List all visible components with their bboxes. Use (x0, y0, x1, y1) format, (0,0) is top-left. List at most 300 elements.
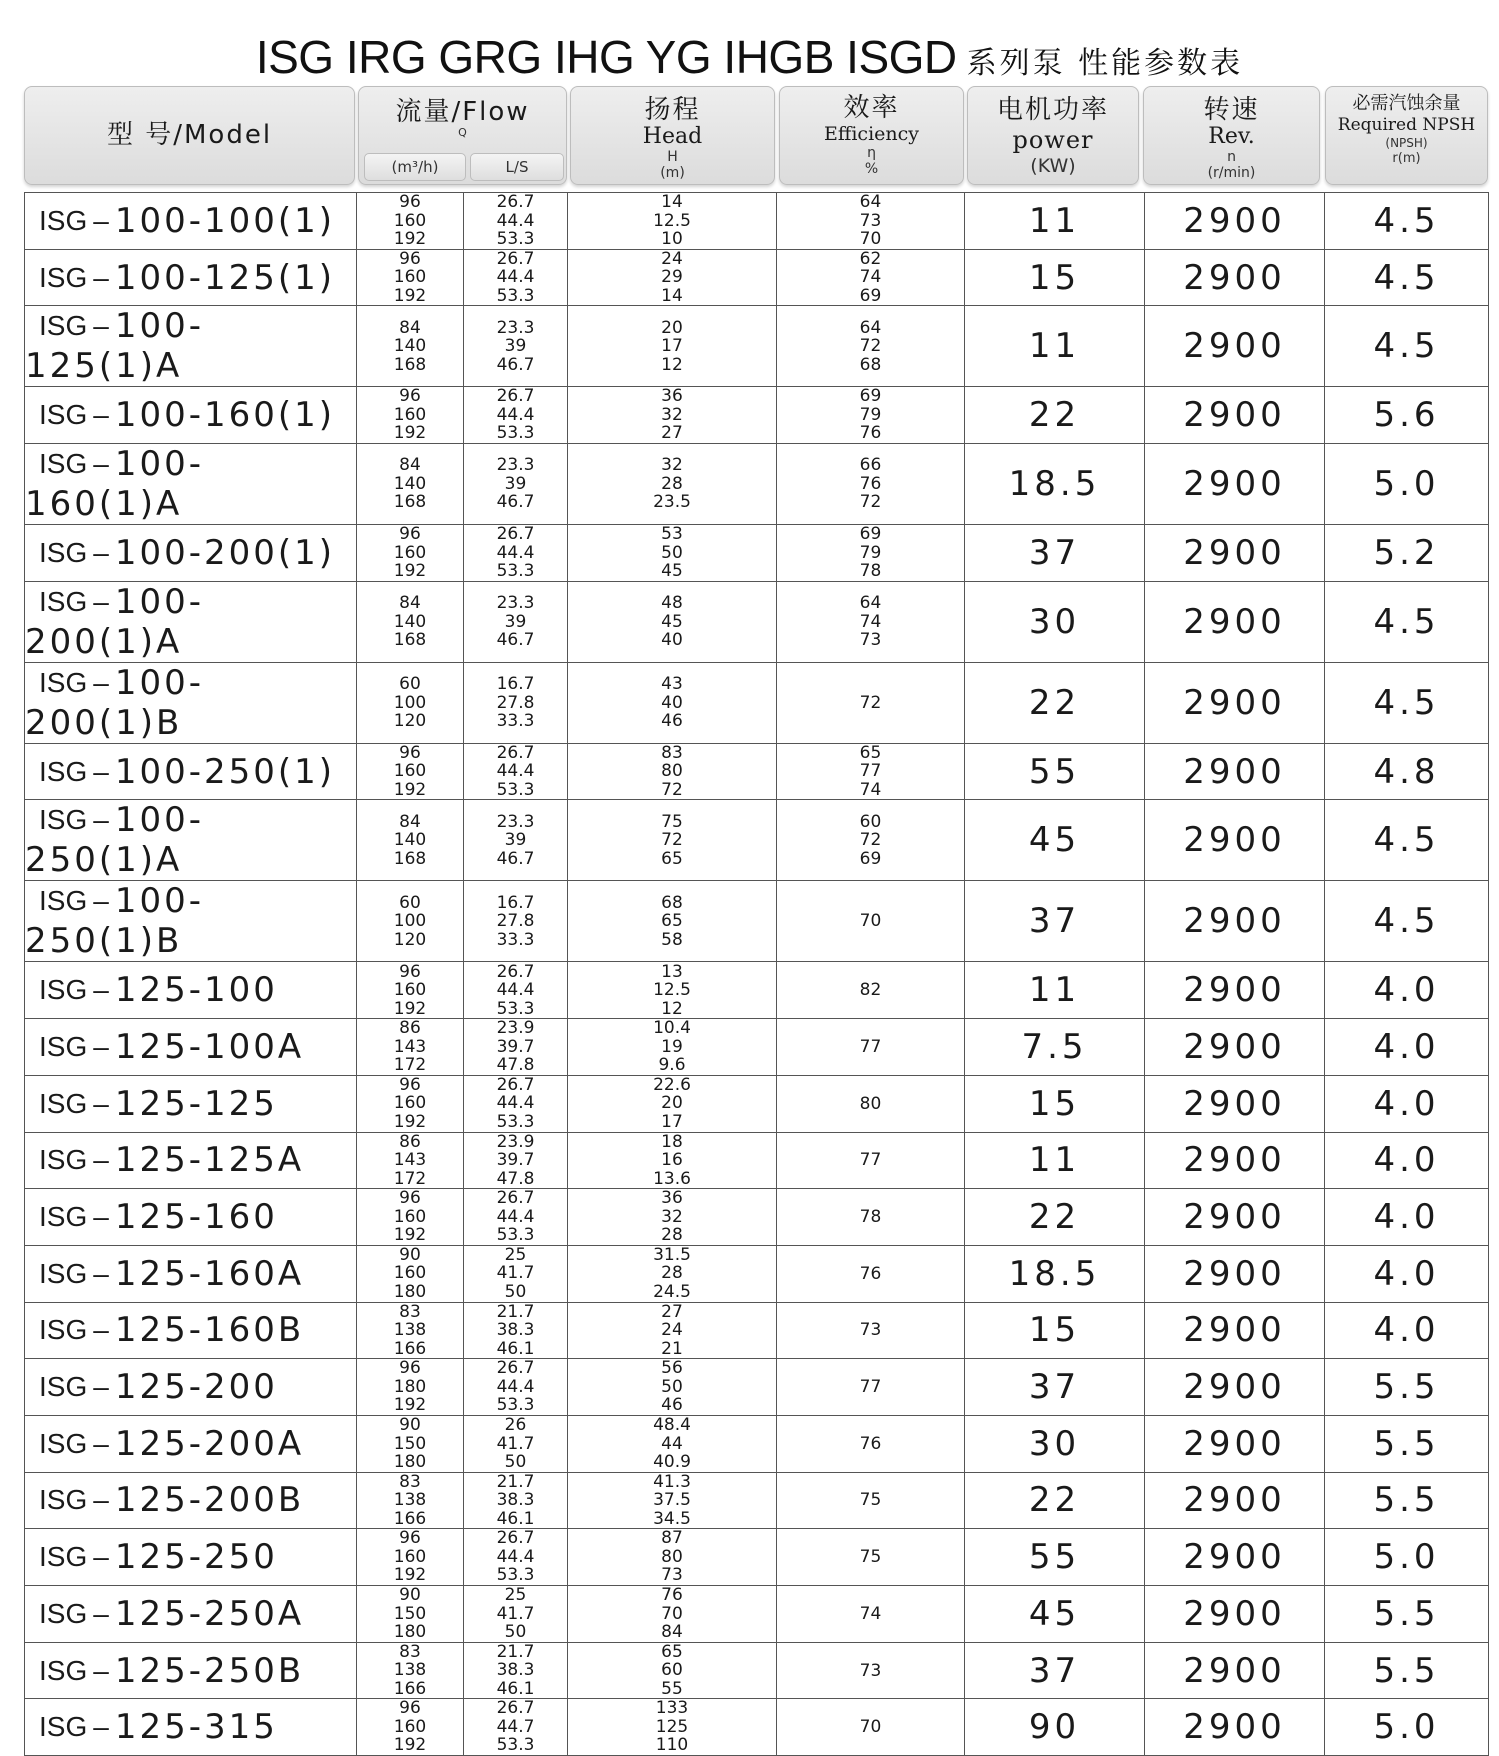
rev-cell (1145, 1132, 1325, 1189)
flow-ls-value: 39 (504, 830, 527, 851)
flow-ls-value: 46.7 (496, 492, 535, 513)
head-stack (568, 193, 776, 249)
head-cell (568, 1019, 777, 1076)
power-cell (965, 525, 1145, 582)
model-number: 125-250A (114, 1593, 305, 1634)
flow-m3h-cell (357, 1359, 464, 1416)
flow-m3h-value: 150 (393, 1603, 427, 1624)
model-dash: – (93, 1541, 109, 1573)
flow-ls-value: 26.7 (496, 192, 535, 213)
model-cell (25, 1529, 357, 1586)
head-value: 133 (655, 1698, 689, 1719)
model-dash: – (93, 1314, 109, 1346)
npsh-cell (1325, 662, 1489, 743)
rev-value: 2900 (1183, 820, 1286, 861)
flow-m3h-value: 166 (393, 1338, 427, 1359)
model-prefix: ISG (39, 755, 88, 787)
head-stack (568, 963, 776, 1019)
efficiency-value: 64 (859, 192, 882, 213)
efficiency-stack (777, 250, 964, 306)
flow-ls-stack (464, 744, 567, 800)
head-value: 36 (661, 1188, 683, 1209)
flow-ls-value: 26.7 (496, 386, 535, 407)
head-value: 80 (661, 1546, 683, 1567)
efficiency-stack (777, 193, 964, 249)
header-head-en: Head (642, 124, 703, 149)
head-value: 17 (661, 336, 683, 357)
npsh-value: 4.5 (1373, 820, 1440, 861)
table-row (25, 1699, 1489, 1756)
flow-m3h-value: 160 (393, 1716, 427, 1737)
efficiency-value: 74 (859, 611, 882, 632)
flow-m3h-value: 86 (399, 1018, 421, 1039)
npsh-value: 4.0 (1373, 1253, 1440, 1294)
power-value: 37 (1028, 1367, 1081, 1408)
header-head (570, 86, 775, 185)
head-value: 46 (661, 711, 683, 731)
efficiency-stack (777, 456, 964, 512)
model-dash: – (93, 585, 109, 617)
power-cell (965, 581, 1145, 662)
head-stack (568, 594, 776, 650)
efficiency-value: 76 (859, 1263, 882, 1284)
head-value: 50 (661, 1376, 683, 1397)
flow-ls-cell (464, 1699, 568, 1756)
head-stack (568, 319, 776, 375)
table-row (25, 962, 1489, 1019)
flow-ls-value: 39.7 (496, 1036, 535, 1057)
model-cell (25, 1075, 357, 1132)
head-value: 28 (661, 473, 683, 494)
efficiency-stack (777, 594, 964, 650)
model-number: 100-160(1)A (25, 444, 204, 525)
rev-value: 2900 (1183, 751, 1286, 792)
flow-m3h-value: 160 (393, 761, 427, 782)
flow-m3h-value: 138 (393, 1320, 427, 1341)
flow-m3h-value: 96 (399, 1528, 421, 1549)
flow-m3h-value: 160 (393, 1263, 427, 1284)
head-value: 10.4 (653, 1018, 691, 1039)
flow-ls-value: 50 (504, 1622, 527, 1643)
head-stack (568, 1019, 776, 1075)
model-number: 125-125 (114, 1083, 278, 1124)
header-rev-zh: 转速 (1203, 95, 1260, 125)
head-value: 12.5 (653, 980, 691, 1001)
model-number: 100-250(1)A (25, 800, 204, 881)
flow-ls-value: 47.8 (496, 1168, 535, 1189)
flow-m3h-value: 90 (399, 1415, 421, 1436)
efficiency-value: 76 (859, 423, 882, 444)
flow-m3h-value: 192 (393, 779, 427, 800)
power-cell (965, 1642, 1145, 1699)
npsh-value: 5.5 (1373, 1423, 1440, 1464)
power-value: 90 (1028, 1707, 1081, 1748)
rev-value: 2900 (1183, 257, 1286, 298)
flow-ls-stack (464, 319, 567, 375)
head-value: 55 (661, 1678, 683, 1699)
header-power-en: power (1012, 126, 1094, 154)
efficiency-value: 70 (859, 229, 882, 250)
model-dash: – (93, 1144, 109, 1176)
header-flow-q: Q (458, 126, 467, 139)
power-cell (965, 1586, 1145, 1643)
power-value: 11 (1028, 326, 1081, 367)
model-cell (25, 249, 357, 306)
flow-ls-stack (464, 813, 567, 869)
head-cell (568, 1132, 777, 1189)
flow-m3h-cell (357, 1302, 464, 1359)
npsh-value: 5.5 (1373, 1593, 1440, 1634)
npsh-cell (1325, 1415, 1489, 1472)
model-prefix: ISG (39, 1541, 88, 1573)
rev-cell (1145, 306, 1325, 387)
flow-ls-cell (464, 1415, 568, 1472)
model-dash: – (93, 261, 109, 293)
efficiency-cell (777, 306, 965, 387)
flow-ls-value: 23.9 (496, 1018, 535, 1039)
table-body (25, 193, 1489, 1756)
head-stack (568, 1133, 776, 1189)
power-value: 15 (1028, 257, 1081, 298)
flow-m3h-cell (357, 1529, 464, 1586)
flow-ls-cell (464, 1359, 568, 1416)
table-row (25, 193, 1489, 250)
efficiency-value: 62 (859, 249, 882, 269)
model-prefix: ISG (39, 1144, 88, 1176)
model-prefix: ISG (39, 885, 88, 917)
flow-m3h-stack (357, 1416, 463, 1472)
table-row (25, 743, 1489, 800)
model-number: 125-250B (114, 1650, 305, 1691)
model-cell (25, 1019, 357, 1076)
flow-m3h-value: 180 (393, 1452, 427, 1473)
model-cell (25, 1245, 357, 1302)
flow-m3h-stack (357, 813, 463, 869)
flow-ls-cell (464, 193, 568, 250)
npsh-value: 5.6 (1373, 395, 1440, 436)
efficiency-cell (777, 1019, 965, 1076)
rev-cell (1145, 581, 1325, 662)
power-value: 22 (1028, 395, 1081, 436)
flow-m3h-value: 60 (399, 674, 421, 694)
model-prefix: ISG (39, 1030, 88, 1062)
flow-m3h-value: 138 (393, 1660, 427, 1681)
flow-m3h-stack (357, 387, 463, 443)
flow-m3h-cell (357, 1075, 464, 1132)
flow-ls-value: 33.3 (496, 929, 535, 950)
rev-value: 2900 (1183, 1367, 1286, 1408)
head-value: 24.5 (653, 1281, 691, 1302)
efficiency-value: 77 (859, 1377, 882, 1398)
table-row (25, 249, 1489, 306)
header-eff-sym: η (867, 145, 876, 161)
flow-ls-cell (464, 1472, 568, 1529)
flow-ls-value: 47.8 (496, 1055, 535, 1076)
model-dash: – (93, 310, 109, 342)
power-value: 30 (1028, 1423, 1081, 1464)
flow-m3h-value: 100 (393, 692, 427, 713)
head-cell (568, 581, 777, 662)
flow-ls-value: 38.3 (496, 1660, 535, 1681)
header-head-zh: 扬程 (644, 95, 701, 125)
rev-cell (1145, 387, 1325, 444)
efficiency-value: 77 (859, 1150, 882, 1171)
head-value: 29 (661, 267, 683, 288)
head-cell (568, 387, 777, 444)
flow-ls-value: 23.3 (496, 593, 535, 613)
flow-m3h-stack (357, 193, 463, 249)
npsh-value: 5.0 (1373, 464, 1440, 505)
model-dash: – (93, 1427, 109, 1459)
head-value: 37.5 (653, 1490, 691, 1511)
model-cell (25, 1189, 357, 1246)
head-value: 50 (661, 542, 683, 563)
npsh-cell (1325, 743, 1489, 800)
flow-ls-value: 50 (504, 1452, 527, 1473)
flow-ls-value: 26.7 (496, 1528, 535, 1549)
head-value: 65 (661, 911, 683, 932)
flow-ls-value: 23.9 (496, 1132, 535, 1152)
power-value: 15 (1028, 1310, 1081, 1351)
head-value: 20 (661, 317, 683, 338)
model-prefix: ISG (39, 1314, 88, 1346)
flow-ls-cell (464, 444, 568, 525)
flow-m3h-stack (357, 1529, 463, 1585)
flow-m3h-stack (357, 1586, 463, 1642)
model-number: 100-125(1) (114, 257, 336, 298)
flow-m3h-cell (357, 962, 464, 1019)
flow-ls-cell (464, 249, 568, 306)
power-cell (965, 1075, 1145, 1132)
flow-m3h-value: 160 (393, 267, 427, 288)
flow-ls-value: 41.7 (496, 1603, 535, 1624)
flow-ls-value: 46.1 (496, 1508, 535, 1529)
flow-ls-value: 23.3 (496, 811, 535, 832)
npsh-value: 4.8 (1373, 751, 1440, 792)
npsh-cell (1325, 1359, 1489, 1416)
rev-cell (1145, 1245, 1325, 1302)
table-row (25, 1019, 1489, 1076)
head-value: 24 (661, 1320, 683, 1341)
rev-cell (1145, 881, 1325, 962)
rev-value: 2900 (1183, 1707, 1286, 1748)
model-prefix: ISG (39, 261, 88, 293)
model-cell (25, 881, 357, 962)
header-npsh-unit: r(m) (1392, 151, 1421, 166)
table-row (25, 1245, 1489, 1302)
rev-cell (1145, 1189, 1325, 1246)
head-value: 32 (661, 404, 683, 425)
model-dash: – (93, 1654, 109, 1686)
head-value: 18 (661, 1132, 683, 1152)
flow-m3h-value: 84 (399, 317, 421, 338)
flow-ls-value: 27.8 (496, 692, 535, 713)
flow-m3h-value: 83 (399, 1302, 421, 1322)
flow-ls-value: 44.4 (496, 980, 535, 1001)
flow-ls-value: 21.7 (496, 1642, 535, 1662)
rev-value: 2900 (1183, 1310, 1286, 1351)
efficiency-cell (777, 193, 965, 250)
flow-ls-value: 39.7 (496, 1150, 535, 1171)
head-cell (568, 743, 777, 800)
model-number: 100-125(1)A (25, 306, 204, 387)
flow-ls-cell (464, 1245, 568, 1302)
efficiency-cell (777, 249, 965, 306)
efficiency-value: 74 (859, 267, 882, 288)
flow-m3h-value: 192 (393, 998, 427, 1019)
flow-ls-value: 26.7 (496, 1698, 535, 1719)
model-number: 125-160A (114, 1253, 305, 1294)
efficiency-value: 64 (859, 593, 882, 613)
head-value: 28 (661, 1225, 683, 1246)
rev-value: 2900 (1183, 200, 1286, 241)
efficiency-value: 76 (859, 1433, 882, 1454)
header-eff-unit: % (864, 161, 879, 177)
flow-m3h-value: 192 (393, 229, 427, 250)
head-value: 14 (661, 192, 683, 213)
flow-ls-value: 25 (504, 1245, 527, 1265)
npsh-cell (1325, 800, 1489, 881)
efficiency-cell (777, 444, 965, 525)
model-prefix: ISG (39, 1654, 88, 1686)
flow-m3h-value: 86 (399, 1132, 421, 1152)
rev-value: 2900 (1183, 970, 1286, 1011)
power-value: 11 (1028, 1140, 1081, 1181)
power-value: 22 (1028, 682, 1081, 723)
power-value: 22 (1028, 1480, 1081, 1521)
efficiency-value: 79 (859, 404, 882, 425)
head-cell (568, 1302, 777, 1359)
flow-m3h-value: 83 (399, 1472, 421, 1492)
head-value: 73 (661, 1565, 683, 1586)
head-value: 36 (661, 386, 683, 407)
rev-value: 2900 (1183, 1197, 1286, 1238)
head-value: 75 (661, 811, 683, 832)
head-stack (568, 744, 776, 800)
flow-m3h-value: 96 (399, 961, 421, 982)
head-stack (568, 1529, 776, 1585)
npsh-cell (1325, 881, 1489, 962)
efficiency-value: 73 (859, 210, 882, 231)
flow-m3h-stack (357, 1019, 463, 1075)
rev-cell (1145, 1529, 1325, 1586)
npsh-value: 5.5 (1373, 1650, 1440, 1691)
flow-m3h-cell (357, 444, 464, 525)
flow-m3h-stack (357, 1303, 463, 1359)
rev-value: 2900 (1183, 326, 1286, 367)
power-value: 30 (1028, 601, 1081, 642)
npsh-cell (1325, 1586, 1489, 1643)
head-cell (568, 1075, 777, 1132)
npsh-value: 4.5 (1373, 901, 1440, 942)
flow-ls-value: 16.7 (496, 674, 535, 694)
flow-m3h-value: 96 (399, 386, 421, 407)
header-rev-unit: (r/min) (1207, 165, 1256, 181)
npsh-value: 4.5 (1373, 326, 1440, 367)
model-number: 125-100 (114, 970, 278, 1011)
efficiency-cell (777, 1302, 965, 1359)
flow-m3h-cell (357, 1189, 464, 1246)
power-value: 18.5 (1008, 1253, 1101, 1294)
efficiency-stack (777, 744, 964, 800)
model-dash: – (93, 1371, 109, 1403)
model-dash: – (93, 448, 109, 480)
model-number: 125-200A (114, 1423, 305, 1464)
flow-m3h-value: 160 (393, 980, 427, 1001)
flow-m3h-value: 143 (393, 1150, 427, 1171)
flow-ls-cell (464, 1019, 568, 1076)
model-prefix: ISG (39, 536, 88, 568)
header-eff-zh: 效率 (843, 93, 900, 123)
efficiency-cell (777, 581, 965, 662)
power-cell (965, 662, 1145, 743)
page-title (0, 30, 1499, 84)
flow-m3h-value: 140 (393, 336, 427, 357)
model-prefix: ISG (39, 974, 88, 1006)
flow-m3h-stack (357, 1699, 463, 1755)
flow-m3h-value: 166 (393, 1678, 427, 1699)
head-stack (568, 1473, 776, 1529)
flow-ls-stack (464, 250, 567, 306)
rev-cell (1145, 1415, 1325, 1472)
power-cell (965, 1415, 1145, 1472)
rev-cell (1145, 1075, 1325, 1132)
efficiency-cell (777, 962, 965, 1019)
flow-ls-value: 44.4 (496, 542, 535, 563)
rev-cell (1145, 1472, 1325, 1529)
flow-ls-stack (464, 963, 567, 1019)
power-value: 11 (1028, 200, 1081, 241)
flow-ls-value: 26.7 (496, 961, 535, 982)
head-value: 65 (661, 1642, 683, 1662)
model-number: 125-100A (114, 1026, 305, 1067)
efficiency-value: 76 (859, 473, 882, 494)
flow-m3h-value: 160 (393, 1093, 427, 1114)
efficiency-cell (777, 1359, 965, 1416)
head-stack (568, 894, 776, 950)
efficiency-cell (777, 1642, 965, 1699)
flow-ls-value: 16.7 (496, 892, 535, 913)
head-cell (568, 306, 777, 387)
rev-cell (1145, 962, 1325, 1019)
table-row (25, 881, 1489, 962)
power-cell (965, 881, 1145, 962)
model-cell (25, 1415, 357, 1472)
flow-ls-value: 53.3 (496, 779, 535, 800)
model-prefix: ISG (39, 1597, 88, 1629)
flow-m3h-value: 96 (399, 1188, 421, 1209)
table-row (25, 800, 1489, 881)
efficiency-cell (777, 881, 965, 962)
model-dash: – (93, 804, 109, 836)
npsh-cell (1325, 1699, 1489, 1756)
npsh-value: 4.0 (1373, 970, 1440, 1011)
head-stack (568, 1416, 776, 1472)
efficiency-value: 69 (859, 848, 882, 869)
table-row (25, 444, 1489, 525)
efficiency-value: 78 (859, 1207, 882, 1228)
npsh-cell (1325, 387, 1489, 444)
flow-ls-value: 26.7 (496, 249, 535, 269)
header-rev-sym: n (1227, 149, 1236, 165)
model-prefix: ISG (39, 1201, 88, 1233)
table-row (25, 1302, 1489, 1359)
flow-ls-value: 26.7 (496, 524, 535, 545)
flow-m3h-value: 192 (393, 1111, 427, 1132)
efficiency-cell (777, 1075, 965, 1132)
flow-ls-stack (464, 1189, 567, 1245)
flow-ls-stack (464, 1699, 567, 1755)
